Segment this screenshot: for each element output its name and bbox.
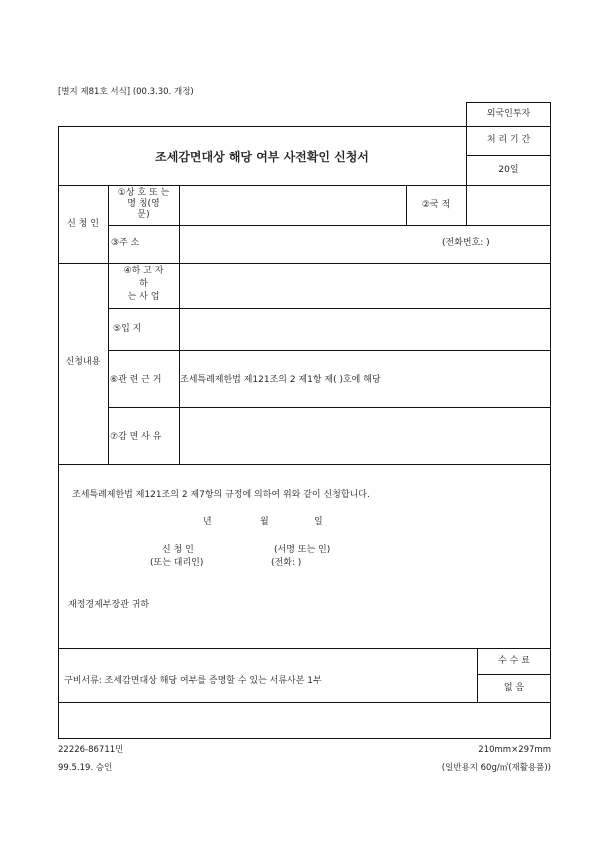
- business-label-1: ④하 고 자: [123, 266, 164, 276]
- paper-size: 210mm×297mm: [478, 745, 551, 755]
- table-rule: [466, 155, 551, 156]
- applicant-section-label: 신 청 인: [67, 219, 99, 229]
- application-statement: 조세특례제한법 제121조의 2 제7항의 규정에 의하여 위와 같이 신청합니다.: [72, 490, 370, 500]
- nationality-field[interactable]: [468, 187, 549, 223]
- table-rule: [58, 464, 551, 465]
- legal-basis-value: 조세특례제한법 제121조의 2 제1항 제( )호에 해당: [180, 375, 381, 385]
- date-day: 일: [314, 517, 323, 527]
- agent-label: (또는 대리인): [150, 558, 204, 568]
- fee-label: 수 수 료: [498, 656, 530, 666]
- required-documents: 구비서류: 조세감면대상 해당 여부를 증명할 수 있는 서류사본 1부: [64, 676, 322, 686]
- reduction-reason-field[interactable]: [181, 409, 549, 463]
- content-section-label: 신청내용: [65, 357, 101, 367]
- fee-value: 없 음: [503, 683, 525, 693]
- business-label-3: 는 사 업: [127, 292, 160, 302]
- table-rule: [58, 185, 551, 186]
- signature-label: (서명 또는 인): [274, 545, 331, 555]
- location-label: ⑤입 지: [113, 324, 142, 334]
- date-month: 월: [260, 517, 269, 527]
- business-name-label-1: ①상 호 또 는: [117, 188, 170, 198]
- category-label: 외국인투자: [486, 109, 531, 119]
- legal-basis-label: ⑥관 련 근 거: [110, 375, 162, 385]
- business-name-field[interactable]: [181, 187, 404, 223]
- nationality-label: ②국 적: [421, 200, 451, 210]
- table-rule: [58, 738, 551, 739]
- table-rule: [108, 225, 551, 226]
- table-rule: [179, 185, 180, 465]
- phone-label: (전화번호: ): [442, 238, 490, 248]
- business-label-2: 하: [139, 279, 148, 289]
- table-rule: [58, 702, 551, 703]
- approval-date: 99.5.19. 승인: [58, 763, 113, 773]
- date-year: 년: [203, 517, 212, 527]
- table-rule: [466, 126, 551, 127]
- form-reference: [별지 제81호 서식] (00.3.30. 개정): [58, 87, 194, 97]
- address-field[interactable]: [181, 227, 431, 261]
- form-number: 22226-86711민: [58, 745, 124, 755]
- business-field[interactable]: [181, 265, 549, 307]
- page-title: 조세감면대상 해당 여부 사전확인 신청서: [155, 150, 369, 164]
- processing-period-label: 처 리 기 간: [486, 135, 531, 145]
- addressee: 재정경제부장관 귀하: [68, 600, 150, 610]
- paper-type: (일반용지 60g/㎡(재활용품)): [441, 763, 551, 773]
- address-label: ③주 소: [111, 238, 140, 248]
- table-rule: [58, 126, 466, 127]
- reduction-reason-label: ⑦감 면 사 유: [110, 432, 162, 442]
- table-rule: [108, 407, 551, 408]
- table-rule: [58, 263, 551, 264]
- table-rule: [466, 185, 467, 225]
- table-rule: [108, 350, 551, 351]
- table-rule: [108, 308, 551, 309]
- business-name-label-2: 명 칭(영: [127, 199, 160, 209]
- signer-label: 신 청 인: [162, 545, 194, 555]
- processing-period-value: 20일: [498, 165, 519, 175]
- agent-phone-label: (전화: ): [271, 558, 302, 568]
- table-rule: [477, 674, 551, 675]
- business-name-label-3: 문): [137, 210, 150, 220]
- table-rule: [108, 185, 109, 465]
- location-field[interactable]: [181, 310, 549, 348]
- table-rule: [466, 102, 551, 103]
